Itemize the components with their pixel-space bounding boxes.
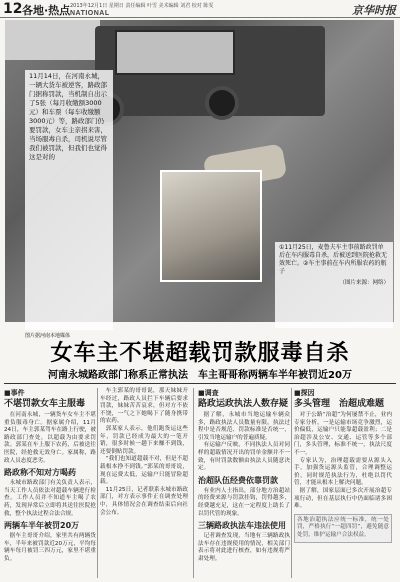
truck-tarp-graphic bbox=[5, 20, 100, 60]
paragraph: 11月25日，记者联系永城市路政部门，对方表示事件正在调查处理中，具体情况会在调查结束后向社会公布。 bbox=[100, 486, 188, 516]
date-bar: 2013年12月1日 星期日 责任编辑 叶雪 美术编辑 刘君 校对 陈雯 bbox=[70, 3, 214, 9]
paragraph: 据车主哥哥介绍，家里共有两辆货车，半年来被罚款近20万元，平均每辆车每月被罚三四万元，家里不堪重负。 bbox=[4, 533, 96, 562]
paragraph: 据了解，永城市当地运输车辆众多，路政执法人员数量有限，执法过程中是否规范、罚款标准是否统一，引发当地运输户的普遍质疑。 bbox=[198, 412, 290, 441]
paragraph: 车主郭某的哥哥说，那天妹妹开车经过，路政人员拦下车辆后要求罚款，妹妹苦苦哀求，但对方不依不饶，一气之下她喝下了随身携带的农药。 bbox=[100, 388, 188, 425]
paragraph: 有业内人士指出，部分地方治超站的经费来源与罚款挂钩，罚得越多，经费越充足，这在一定程度上助长了以罚代管的现象。 bbox=[198, 487, 290, 517]
photo-caption-left: 11月14日，在河南永城，一辆大货车被逆客，路政部门据称罚款，当机制自出示了5张（每月收缴额3000元）和车票（每车收缴额3000元）等，路政部门仍要罚款，女车主亲拐来害，当场服毒自杀，司机说尽管我们被罚款，但我们也觉得这是对的 bbox=[25, 70, 113, 330]
caption-right-text: ①11月25日，麦鲁夫车主事前路政罚单后在车内服毒自杀，后被送到医院抢救无效死亡。②车主事前在车内所服农药的瓶子 bbox=[279, 244, 388, 275]
photo-credit: 图片据河南本地媒体 bbox=[25, 333, 71, 339]
main-headline: 女车主不堪超载罚款服毒自杀 bbox=[50, 341, 350, 366]
page-number: 12 bbox=[3, 1, 23, 17]
column-title: 路政运政执法人数存疑 bbox=[198, 399, 289, 409]
commentary-box: 各地治超执法应统一标准，统一处罚，严格执行“一超四罚”，避免随意处罚，维护运输户合法权益。 bbox=[294, 514, 392, 543]
truck-wheel-graphic bbox=[205, 86, 239, 120]
column-divider bbox=[97, 388, 98, 578]
paragraph: “我们也知道超载不对，但是不超载根本挣不到钱。”郭某的哥哥说，现在运费太低，运输户只能冒险超载。 bbox=[100, 456, 188, 486]
sub-headline: 河南永城路政部门称系正常执法 车主哥哥称两辆车半年被罚近20万 bbox=[48, 370, 352, 381]
newspaper-logo: 京华时报 bbox=[352, 4, 396, 17]
headline-rule bbox=[4, 383, 396, 384]
paragraph: 永城市路政部门有关负责人表示，当天工作人员依法对超载车辆进行检查，工作人员并不知道车主喝了农药，发现异常后立即将其送往医院抢救，整个执法过程合法合规。 bbox=[4, 480, 96, 517]
photo-caption-right bbox=[275, 242, 393, 328]
subsection-title: 两辆车半年被罚20万 bbox=[4, 521, 80, 531]
truck-window-graphic bbox=[115, 30, 235, 75]
paragraph: 专家认为，治理超载需要从源头入手，加强货运源头监管，合理调整运价，同时规范执法行为，杜绝以罚代管，才能从根本上解决问题。 bbox=[294, 457, 392, 487]
column-divider bbox=[193, 388, 194, 578]
column-tag: ■调查 bbox=[198, 389, 219, 397]
paragraph: 在河南永城，一辆货车女车主不堪重负服毒身亡。据家属介绍，11月24日，车主郭某驾车在路上行驶，被路政部门查处，以超载为由要求罚款。郭某在车上服下农药，后被送往医院，经抢救无效身亡。家属称，路政人员态度恶劣。 bbox=[4, 412, 96, 464]
column-tag: ■事件 bbox=[4, 389, 25, 397]
caption-right-credit: （图片来源：网络） bbox=[339, 280, 389, 286]
section-title: 各地·热点 bbox=[22, 4, 71, 17]
paragraph: 对于公路“治超”为何屡禁不止，业内专家分析，一是运输市场竞争激烈，运价偏低，运输户只能靠超载盈利；二是治超涉及公安、交通、运管等多个部门，多头管理，标准不统一，执法尺度不一。 bbox=[294, 412, 392, 456]
inset-photo bbox=[160, 170, 262, 282]
paragraph: 有运输户反映，不同执法人员对同样的超载情况开出的罚单金额并不一致，有时罚款数额由执法人员随意决定。 bbox=[198, 442, 290, 472]
column-event bbox=[4, 388, 96, 580]
lead-photo bbox=[5, 20, 394, 339]
paragraph: 记者调查发现，当地有三辆路政执法车存在违规使用的情况，相关部门表示将对此进行核查，如有违规将严肃处理。 bbox=[198, 533, 290, 562]
page-header bbox=[0, 0, 400, 18]
column-title: 不堪罚款女车主服毒 bbox=[4, 399, 86, 409]
column-title: 多头管理 治超成难题 bbox=[294, 399, 385, 409]
subsection-title: 三辆路政执法车违法使用 bbox=[198, 521, 286, 531]
column-analysis bbox=[294, 388, 392, 580]
subsection-title: 路政称不知对方喝药 bbox=[4, 468, 76, 478]
subsection-title: 治超队伍经费依靠罚款 bbox=[198, 475, 278, 485]
column-divider bbox=[291, 388, 292, 578]
paragraph: 据了解，国家层面已多次开展治超专项行动，但在基层执行中仍面临诸多困难。 bbox=[294, 487, 392, 510]
column-tag: ■探因 bbox=[294, 389, 315, 397]
column-investigation bbox=[198, 388, 290, 580]
section-english: NATIONAL bbox=[70, 10, 110, 17]
paragraph: 郭某家人表示，他们跑货运这些年，罚款已经成为最大的一笔开销，很多时候一趟下来赚不到钱，还要倒贴罚款。 bbox=[100, 425, 188, 455]
column-continued bbox=[100, 388, 188, 580]
